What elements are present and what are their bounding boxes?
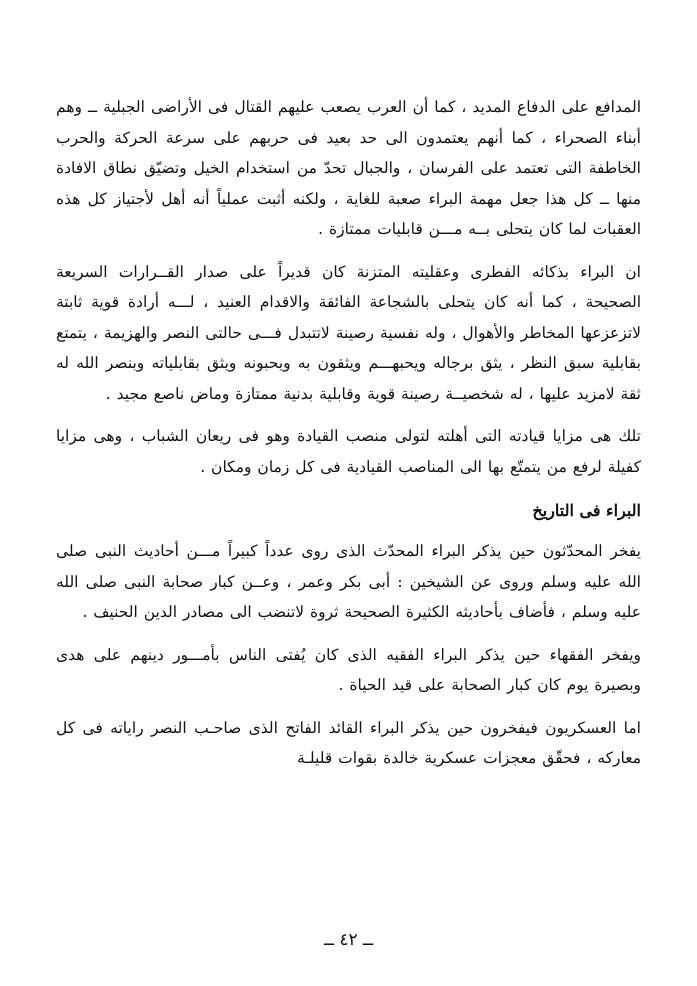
paragraph-defense: المدافع على الدفاع المديد ، كما أن العرب يصعب عليهم القتال فى الأراضى الجبلية ــ وهم أبناء الصحراء ، كما أنهم يعتمدون الى حد بعيد فى حربهم على سرعة الحركة والحرب الخاطفة التى تعتمد على الفرسان ، والجبال تحدّ من استخدام الخيل وتضيّق نطاق الافادة منها ــ كل هذا جعل مهمة البراء صعبة للغاية ، ولكنه أثبت عملياً أنه أهل لأجتياز كل هذه العقبات لما كان يتحلى بــه مـــن قابليات ممتازة . (56, 98, 641, 238)
page-number: ــ ٤٢ ــ (323, 930, 373, 950)
section-heading: البراء فى التاريخ (532, 501, 641, 520)
paragraph-leadership: تلك هى مزايا قيادته التى أهلته لتولى منصب القيادة وهو فى ريعان الشباب ، وهى مزايا كفيلة لرفع من يتمتّع بها الى المناصب القيادية فى كل زمان ومكان . (56, 427, 641, 476)
paragraph-jurists: ويفخر الفقهاء حين يذكر البراء الفقيه الذى كان يُفتى الناس بأمـــور دينهم على هدى وبصيرة يوم كان كبار الصحابة على قيد الحياة . (56, 645, 641, 694)
paragraph-military: اما العسكريون فيفخرون حين يذكر البراء القائد الفاتح الذى صاحـب النصر راياته فى كل معاركه ، فحقّق معجزات عسكرية خالدة بقوات قليلـة (56, 718, 641, 767)
paragraph-qualities: ان البراء بذكائه الفطرى وعقليته المتزنة كان قديراً على صدار القــرارات السريعة الصحيحة ، كما أنه كان يتحلى بالشجاعة الفائقة والاقدام العنيد ، لـــه أرادة قوية ثابتة لاتزعزعها المخاطر والأهوال ، وله نفسية رصينة لاتتبدل فـــى حالتى النصر والهزيمة ، يتمتع بقابلية سبق النظر ، يثق برجاله ويحبهـــم ويثقون به ويحبونه ويثق بقابلياته وبنصر الله له ثقة لامزيد عليها ، له شخصيــة رصينة قوية وقابلية بدنية ممتازة وماض ناصع مجيد . (56, 262, 641, 403)
paragraph-hadith-scholars: يفخر المحدّثون حين يذكر البراء المحدّث الذى روى عدداً كبيراً مـــن أحاديث النبى صلى الله عليه وسلم وروى عن الشيخين : أبى بكر وعمر ، وعــن كبار صحابة النبى صلى الله عليه وسلم ، فأضاف بأحاديثه الكثيرة الصحيحة ثروة لاتنضب الى مصادر الدين الحنيف . (56, 542, 641, 621)
